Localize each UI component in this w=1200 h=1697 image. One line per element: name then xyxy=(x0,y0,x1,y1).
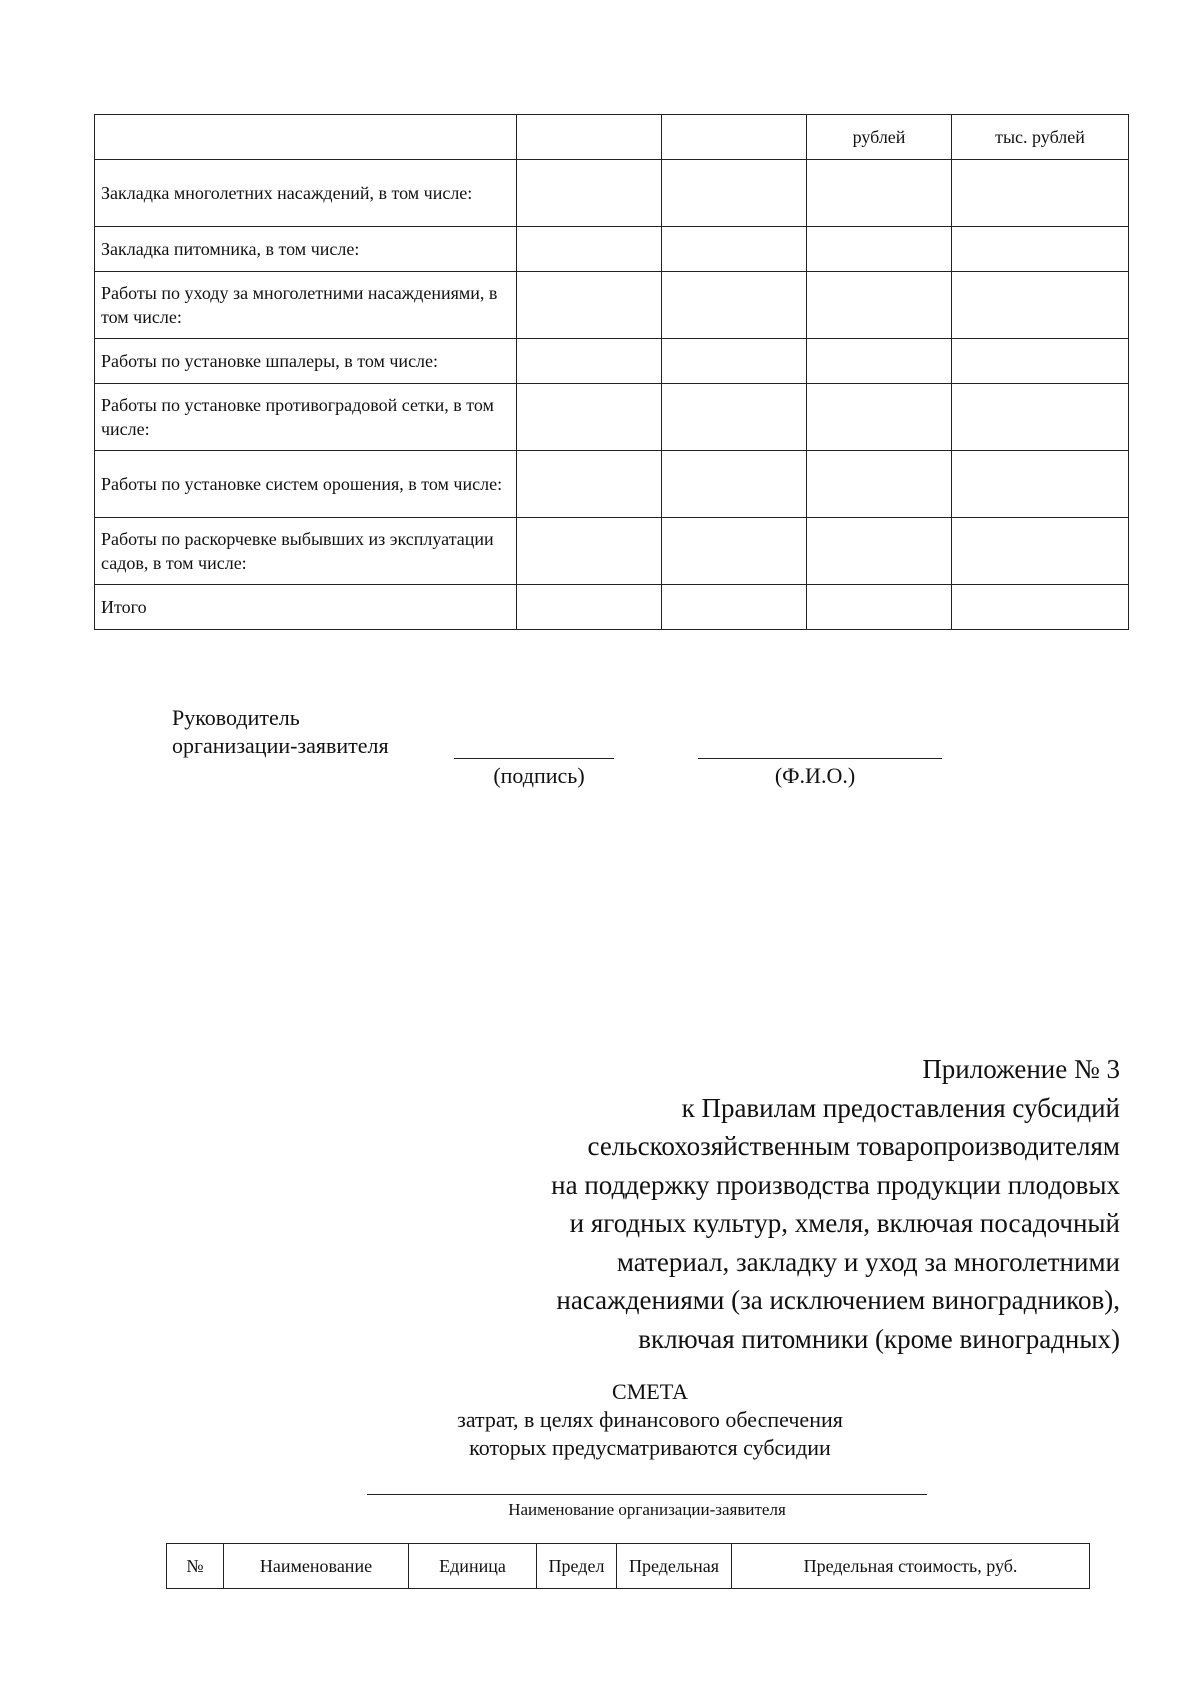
table-cell xyxy=(662,585,807,630)
header-cell-unit: Единица xyxy=(409,1544,537,1589)
header-cell-name: Наименование xyxy=(224,1544,409,1589)
row-label: Закладка питомника, в том числе: xyxy=(95,227,517,272)
table-row xyxy=(95,160,1129,227)
table-cell xyxy=(517,585,662,630)
table-row xyxy=(95,272,1129,339)
row-label: Работы по установке противоградовой сетки, в том числе: xyxy=(95,384,517,451)
appendix-line: к Правилам предоставления субсидий xyxy=(681,1092,1120,1123)
header-cell xyxy=(662,115,807,160)
appendix-line: насаждениями (за исключением виноградников), xyxy=(556,1285,1120,1315)
appendix-line: на поддержку производства продукции плодовых xyxy=(551,1169,1120,1200)
appendix-line: и ягодных культур, хмеля, включая посадочный xyxy=(569,1208,1120,1238)
table-cell xyxy=(952,518,1129,585)
table-cell xyxy=(952,272,1129,339)
table-cell xyxy=(517,384,662,451)
table-cell xyxy=(807,339,952,384)
table-row xyxy=(95,227,1129,272)
row-label: Закладка многолетних насаждений, в том числе: xyxy=(95,160,517,227)
signatory-label-line1: Руководитель xyxy=(172,705,300,730)
table-cell xyxy=(662,160,807,227)
organization-name-caption: Наименование организации-заявителя xyxy=(508,1500,786,1519)
table-cell xyxy=(662,339,807,384)
table-cell xyxy=(662,518,807,585)
header-cell-thousand-rubles: тыс. рублей xyxy=(952,115,1129,160)
fio-line xyxy=(698,758,942,759)
smeta-table-header-row xyxy=(167,1544,1090,1589)
appendix-line: сельскохозяйственным товаропроизводителям xyxy=(587,1131,1120,1161)
header-cell-limit-value: Предельная xyxy=(617,1544,732,1589)
smeta-subtitle-line1: затрат, в целях финансового обеспечения xyxy=(457,1407,843,1432)
table-cell xyxy=(517,518,662,585)
table-cell xyxy=(807,585,952,630)
appendix-line: материал, закладку и уход за многолетними xyxy=(616,1246,1120,1277)
table-header-row xyxy=(95,115,1129,160)
table-cell xyxy=(517,272,662,339)
table-cell xyxy=(952,339,1129,384)
table-cell xyxy=(807,518,952,585)
smeta-title: СМЕТА xyxy=(612,1379,688,1404)
appendix-line: включая питомники (кроме виноградных) xyxy=(638,1323,1120,1354)
table-row xyxy=(95,384,1129,451)
signatory-label xyxy=(172,704,389,760)
header-cell-number: № xyxy=(167,1544,224,1589)
header-cell xyxy=(517,115,662,160)
row-label: Работы по раскорчевке выбывших из эксплуатации садов, в том числе: xyxy=(95,518,517,585)
table-cell xyxy=(807,384,952,451)
table-row xyxy=(95,451,1129,518)
table-cell xyxy=(807,272,952,339)
table-row-total xyxy=(95,585,1129,630)
table-cell xyxy=(662,227,807,272)
table-row xyxy=(95,339,1129,384)
table-cell xyxy=(807,451,952,518)
cost-table xyxy=(94,114,1129,630)
row-label: Работы по установке систем орошения, в том числе: xyxy=(95,451,517,518)
signature-line xyxy=(454,758,614,759)
table-cell xyxy=(517,451,662,518)
table-cell xyxy=(517,339,662,384)
row-label: Работы по уходу за многолетними насаждениями, в том числе: xyxy=(95,272,517,339)
header-cell-limit: Предел xyxy=(537,1544,617,1589)
table-cell xyxy=(517,160,662,227)
fio-caption: (Ф.И.О.) xyxy=(774,763,856,788)
appendix-line: Приложение № 3 xyxy=(922,1054,1120,1084)
table-cell xyxy=(952,227,1129,272)
smeta-subtitle-line2: которых предусматриваются субсидии xyxy=(469,1435,831,1460)
table-cell xyxy=(662,451,807,518)
row-label-total: Итого xyxy=(95,585,517,630)
table-cell xyxy=(662,384,807,451)
table-cell xyxy=(807,160,952,227)
table-cell xyxy=(952,384,1129,451)
row-label: Работы по установке шпалеры, в том числе: xyxy=(95,339,517,384)
table-cell xyxy=(952,160,1129,227)
table-row xyxy=(95,518,1129,585)
table-cell xyxy=(952,451,1129,518)
signature-caption: (подпись) xyxy=(493,763,585,788)
table-cell xyxy=(807,227,952,272)
header-cell xyxy=(95,115,517,160)
table-cell xyxy=(517,227,662,272)
smeta-title-block xyxy=(300,1378,1000,1462)
header-cell-rubles: рублей xyxy=(807,115,952,160)
signatory-label-line2: организации-заявителя xyxy=(172,733,389,758)
header-cell-limit-cost: Предельная стоимость, руб. xyxy=(732,1544,1090,1589)
table-cell xyxy=(662,272,807,339)
table-cell xyxy=(952,585,1129,630)
organization-name-line xyxy=(367,1494,927,1495)
appendix-heading xyxy=(420,1050,1120,1358)
smeta-table xyxy=(166,1543,1090,1589)
